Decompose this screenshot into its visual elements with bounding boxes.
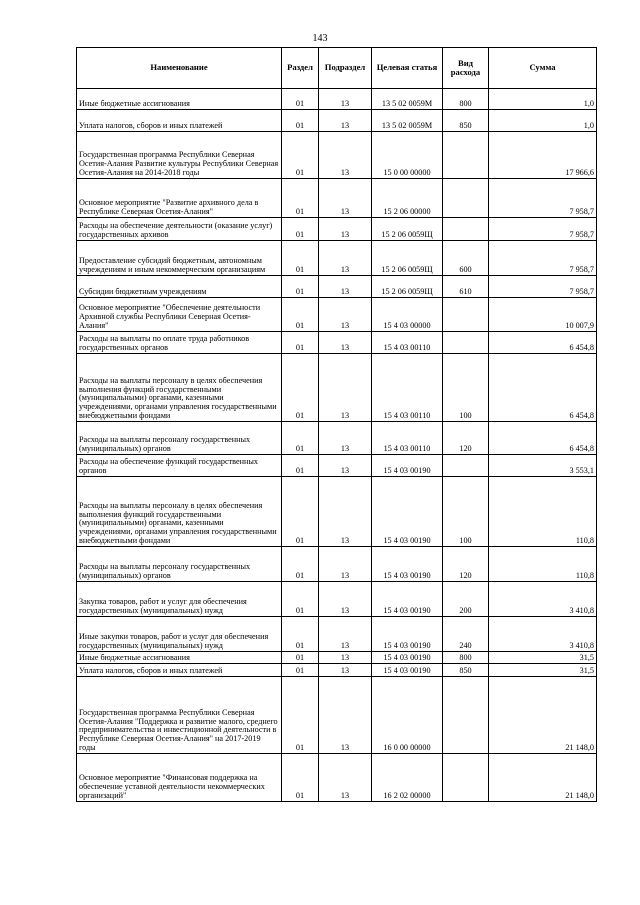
row-subsection-cell: 13 (319, 179, 372, 218)
row-target-cell: 15 2 06 0059Щ (372, 218, 443, 241)
row-kind-cell (443, 754, 489, 802)
row-name-cell: Расходы на обеспечение деятельности (оказание услуг) государственных архивов (77, 218, 282, 241)
row-target-cell: 15 2 06 0059Щ (372, 276, 443, 298)
table-row (77, 422, 597, 455)
row-subsection-cell: 13 (319, 582, 372, 617)
row-sum-cell: 1,0 (489, 89, 597, 110)
table-row (77, 354, 597, 422)
row-kind-cell (443, 455, 489, 477)
row-sum-cell: 110,8 (489, 477, 597, 547)
row-subsection-cell: 13 (319, 89, 372, 110)
row-kind-cell: 610 (443, 276, 489, 298)
row-sum-cell: 10 007,9 (489, 298, 597, 332)
row-target-cell: 15 4 03 00190 (372, 664, 443, 677)
row-subsection-cell: 13 (319, 617, 372, 652)
row-sum-cell: 6 454,8 (489, 332, 597, 354)
row-name-cell: Основное мероприятие "Развитие архивного дела в Республике Северная Осетия-Алания" (77, 179, 282, 218)
table-row (77, 276, 597, 298)
row-name-cell: Предоставление субсидий бюджетным, автономным учреждениям и иным некоммерческим организациям (77, 241, 282, 276)
row-sum-cell: 21 148,0 (489, 754, 597, 802)
row-kind-cell (443, 332, 489, 354)
row-subsection-cell: 13 (319, 298, 372, 332)
table-row (77, 332, 597, 354)
row-sum-cell: 31,5 (489, 652, 597, 664)
row-target-cell: 15 4 03 00190 (372, 582, 443, 617)
column-header-sum: Сумма (489, 48, 597, 89)
row-kind-cell (443, 677, 489, 754)
row-subsection-cell: 13 (319, 218, 372, 241)
row-target-cell: 13 5 02 0059М (372, 89, 443, 110)
row-sum-cell: 21 148,0 (489, 677, 597, 754)
row-target-cell: 15 4 03 00110 (372, 422, 443, 455)
row-section-cell: 01 (282, 664, 319, 677)
row-subsection-cell: 13 (319, 677, 372, 754)
row-section-cell: 01 (282, 422, 319, 455)
row-target-cell: 15 4 03 00190 (372, 617, 443, 652)
row-target-cell: 15 4 03 00110 (372, 354, 443, 422)
row-name-cell: Уплата налогов, сборов и иных платежей (77, 664, 282, 677)
table-row (77, 617, 597, 652)
page-number: 143 (312, 33, 328, 44)
row-name-cell: Основное мероприятие "Финансовая поддержка на обеспечение уставной деятельности некоммерческих организаций" (77, 754, 282, 802)
row-subsection-cell: 13 (319, 354, 372, 422)
row-target-cell: 16 0 00 00000 (372, 677, 443, 754)
row-target-cell: 15 4 03 00190 (372, 547, 443, 582)
table-row (77, 652, 597, 664)
row-section-cell: 01 (282, 652, 319, 664)
row-name-cell: Расходы на выплаты по оплате труда работников государственных органов (77, 332, 282, 354)
row-sum-cell: 31,5 (489, 664, 597, 677)
table-row (77, 754, 597, 802)
row-subsection-cell: 13 (319, 276, 372, 298)
row-kind-cell: 240 (443, 617, 489, 652)
row-kind-cell: 100 (443, 354, 489, 422)
row-subsection-cell: 13 (319, 547, 372, 582)
row-section-cell: 01 (282, 332, 319, 354)
table-row (77, 298, 597, 332)
table-row (77, 179, 597, 218)
row-sum-cell: 110,8 (489, 547, 597, 582)
row-section-cell: 01 (282, 677, 319, 754)
row-section-cell: 01 (282, 132, 319, 179)
row-kind-cell: 800 (443, 652, 489, 664)
row-subsection-cell: 13 (319, 332, 372, 354)
table-row (77, 132, 597, 179)
row-target-cell: 15 4 03 00000 (372, 298, 443, 332)
row-sum-cell: 7 958,7 (489, 241, 597, 276)
row-name-cell: Расходы на выплаты персоналу государственных (муниципальных) органов (77, 422, 282, 455)
column-header-name: Наименование (77, 48, 282, 89)
row-subsection-cell: 13 (319, 422, 372, 455)
row-name-cell: Субсидии бюджетным учреждениям (77, 276, 282, 298)
row-kind-cell: 100 (443, 477, 489, 547)
column-header-subsection: Подраздел (319, 48, 372, 89)
table-row (77, 677, 597, 754)
row-section-cell: 01 (282, 298, 319, 332)
row-section-cell: 01 (282, 179, 319, 218)
table-row (77, 110, 597, 132)
row-subsection-cell: 13 (319, 132, 372, 179)
row-target-cell: 15 2 06 00000 (372, 179, 443, 218)
row-sum-cell: 17 966,6 (489, 132, 597, 179)
column-header-target: Целевая статья (372, 48, 443, 89)
row-kind-cell: 120 (443, 547, 489, 582)
row-section-cell: 01 (282, 276, 319, 298)
table-header-row (77, 48, 597, 89)
row-name-cell: Расходы на выплаты персоналу в целях обеспечения выполнения функций государственными (муниципальными) органами, казенными учреждениями, органами управления государственными внебюджетными фондами (77, 354, 282, 422)
row-kind-cell (443, 298, 489, 332)
row-kind-cell: 600 (443, 241, 489, 276)
table-row (77, 664, 597, 677)
table-row (77, 241, 597, 276)
row-sum-cell: 7 958,7 (489, 179, 597, 218)
row-target-cell: 15 4 03 00190 (372, 455, 443, 477)
row-section-cell: 01 (282, 582, 319, 617)
row-subsection-cell: 13 (319, 455, 372, 477)
row-kind-cell: 850 (443, 110, 489, 132)
row-kind-cell (443, 218, 489, 241)
row-target-cell: 15 4 03 00190 (372, 652, 443, 664)
row-name-cell: Государственная программа Республики Северная Осетия-Алания "Поддержка и развитие малого, среднего предпринимательства и инвестиционной деятельности в Республике Северная Осетия-Алания" на 2017-2019 годы (77, 677, 282, 754)
row-section-cell: 01 (282, 89, 319, 110)
row-section-cell: 01 (282, 754, 319, 802)
row-sum-cell: 7 958,7 (489, 218, 597, 241)
row-target-cell: 15 2 06 0059Щ (372, 241, 443, 276)
row-kind-cell: 120 (443, 422, 489, 455)
row-sum-cell: 6 454,8 (489, 354, 597, 422)
row-target-cell: 15 4 03 00110 (372, 332, 443, 354)
row-name-cell: Иные бюджетные ассигнования (77, 89, 282, 110)
row-kind-cell: 850 (443, 664, 489, 677)
row-subsection-cell: 13 (319, 664, 372, 677)
row-name-cell: Уплата налогов, сборов и иных платежей (77, 110, 282, 132)
row-section-cell: 01 (282, 110, 319, 132)
table-row (77, 455, 597, 477)
row-sum-cell: 3 410,8 (489, 617, 597, 652)
row-name-cell: Основное мероприятие "Обеспечение деятельности Архивной службы Республики Северная Осетия-Алания" (77, 298, 282, 332)
row-subsection-cell: 13 (319, 754, 372, 802)
row-section-cell: 01 (282, 241, 319, 276)
row-section-cell: 01 (282, 455, 319, 477)
row-name-cell: Закупка товаров, работ и услуг для обеспечения государственных (муниципальных) нужд (77, 582, 282, 617)
table-row (77, 582, 597, 617)
row-subsection-cell: 13 (319, 652, 372, 664)
row-name-cell: Расходы на выплаты персоналу в целях обеспечения выполнения функций государственными (муниципальными) органами, казенными учреждениями, органами управления государственными внебюджетными фондами (77, 477, 282, 547)
row-name-cell: Расходы на выплаты персоналу государственных (муниципальных) органов (77, 547, 282, 582)
row-sum-cell: 6 454,8 (489, 422, 597, 455)
row-name-cell: Государственная программа Республики Северная Осетия-Алания Развитие культуры Республики Северная Осетия-Алания на 2014-2018 годы (77, 132, 282, 179)
row-sum-cell: 1,0 (489, 110, 597, 132)
row-section-cell: 01 (282, 477, 319, 547)
row-sum-cell: 3 553,1 (489, 455, 597, 477)
column-header-section: Раздел (282, 48, 319, 89)
row-target-cell: 16 2 02 00000 (372, 754, 443, 802)
column-header-kind: Вид расхода (443, 48, 489, 89)
row-section-cell: 01 (282, 354, 319, 422)
row-subsection-cell: 13 (319, 110, 372, 132)
row-sum-cell: 3 410,8 (489, 582, 597, 617)
row-target-cell: 13 5 02 0059М (372, 110, 443, 132)
row-kind-cell: 200 (443, 582, 489, 617)
row-section-cell: 01 (282, 218, 319, 241)
row-target-cell: 15 4 03 00190 (372, 477, 443, 547)
table-row (77, 547, 597, 582)
row-kind-cell (443, 179, 489, 218)
table-row (77, 477, 597, 547)
row-subsection-cell: 13 (319, 477, 372, 547)
row-sum-cell: 7 958,7 (489, 276, 597, 298)
row-name-cell: Иные бюджетные ассигнования (77, 652, 282, 664)
table-row (77, 89, 597, 110)
row-name-cell: Иные закупки товаров, работ и услуг для обеспечения государственных (муниципальных) нужд (77, 617, 282, 652)
row-kind-cell: 800 (443, 89, 489, 110)
row-section-cell: 01 (282, 617, 319, 652)
row-subsection-cell: 13 (319, 241, 372, 276)
row-name-cell: Расходы на обеспечение функций государственных органов (77, 455, 282, 477)
row-target-cell: 15 0 00 00000 (372, 132, 443, 179)
row-kind-cell (443, 132, 489, 179)
row-section-cell: 01 (282, 547, 319, 582)
table-row (77, 218, 597, 241)
budget-table (76, 47, 597, 802)
